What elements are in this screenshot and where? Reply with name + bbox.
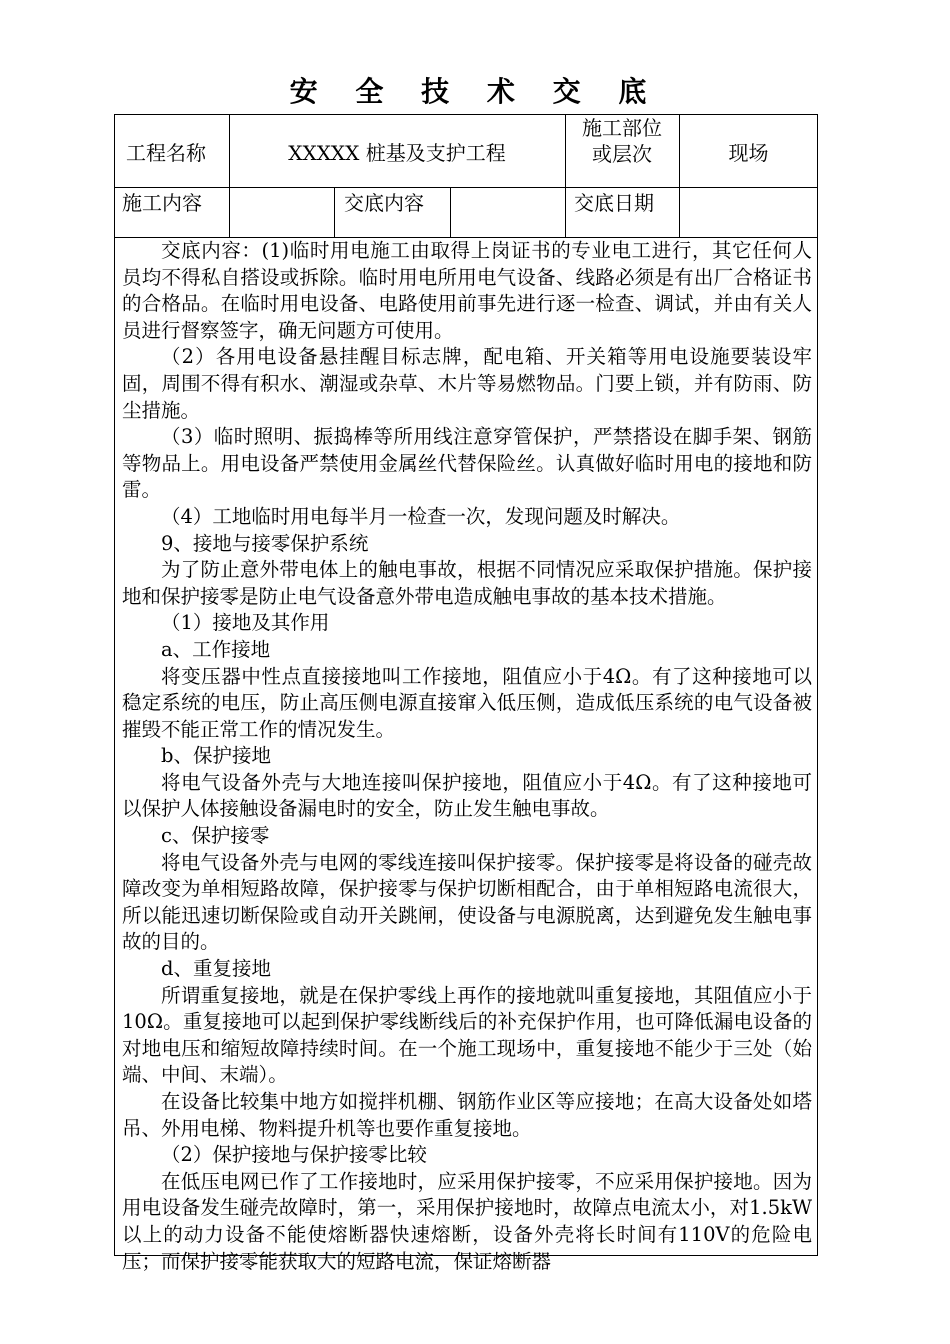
paragraph-15: 所谓重复接地，就是在保护零线上再作的接地就叫重复接地，其阻值应小于10Ω。重复接地可以起到保护零线断线后的补充保护作用，也可降低漏电设备的对地电压和缩短故障持续时间。在一个施工现场中，重复接地不能少于三处（始端、中间、末端）。 xyxy=(122,983,812,1087)
col-divider-b2 xyxy=(450,187,451,237)
subheading-2: （2）保护接地与保护接零比较 xyxy=(161,1143,427,1167)
location-value: 现场 xyxy=(728,141,769,165)
col-divider-a xyxy=(229,114,230,237)
construction-content-label: 施工内容 xyxy=(122,191,202,215)
row-divider-1 xyxy=(114,187,818,188)
disclosure-content-label: 交底内容 xyxy=(344,191,424,215)
paragraph-4: （4）工地临时用电每半月一检查一次，发现问题及时解决。 xyxy=(161,504,681,528)
paragraph-6: 为了防止意外带电体上的触电事故，根据不同情况应采取保护措施。保护接地和保护接零是防止电气设备意外带电造成触电事故的基本技术措施。 xyxy=(122,558,812,608)
paragraph-11: 将电气设备外壳与大地连接叫保护接地，阻值应小于4Ω。有了这种接地可以保护人体接触设备漏电时的安全，防止发生触电事故。 xyxy=(122,770,812,821)
section-heading-9: 9、接地与接零保护系统 xyxy=(161,531,369,555)
disclosure-date-label: 交底日期 xyxy=(574,191,654,215)
project-name-label: 工程名称 xyxy=(126,141,206,165)
paragraph-2: （2）各用电设备悬挂醒目标志牌，配电箱、开关箱等用电设施要装设牢固，周围不得有积水、潮湿或杂草、木片等易燃物品。门要上锁，并有防雨、防尘措施。 xyxy=(122,345,812,422)
paragraph-3: （3）临时照明、振捣棒等所用线注意穿管保护，严禁搭设在脚手架、钢筋等物品上。用电设备严禁使用金属丝代替保险丝。认真做好临时用电的接地和防雷。 xyxy=(122,425,812,502)
paragraph-1: 交底内容：(1)临时用电施工由取得上岗证书的专业电工进行，其它任何人员均不得私自搭设或拆除。临时用电所用电气设备、线路必须是有出厂合格证书的合格品。在临时用电设备、电路使用前事先进行逐一检查、调试，并由有关人员进行督察签字，确无问题方可使用。 xyxy=(122,239,812,342)
project-name-value: XXXXX 桩基及支护工程 xyxy=(288,141,506,165)
disclosure-body xyxy=(122,238,812,1275)
col-divider-d xyxy=(679,114,680,237)
document-title: 安 全 技 术 交 底 xyxy=(289,75,661,108)
col-divider-b1 xyxy=(334,187,335,237)
location-label-line2: 或层次 xyxy=(592,142,652,166)
paragraph-13: 将电气设备外壳与电网的零线连接叫保护接零。保护接零是将设备的碰壳故障改变为单相短路故障，保护接零与保护切断相配合，由于单相短路电流很大，所以能迅速切断保险或自动开关跳闸，使设备与电源脱离，达到避免发生触电事故的目的。 xyxy=(122,850,812,954)
item-heading-d: d、重复接地 xyxy=(161,957,271,981)
item-heading-a: a、工作接地 xyxy=(161,637,271,661)
paragraph-18: 在低压电网已作了工作接地时，应采用保护接零，不应采用保护接地。因为用电设备发生碰壳故障时，第一，采用保护接地时，故障点电流太小，对1.5kW以上的动力设备不能使熔断器快速熔断，设备外壳将长时间有110V的危险电压；而保护接零能获取大的短路电流，保证熔断器 xyxy=(122,1169,812,1273)
item-heading-c: c、保护接零 xyxy=(161,824,270,848)
paragraph-16: 在设备比较集中地方如搅拌机棚、钢筋作业区等应接地；在高大设备处如塔吊、外用电梯、物料提升机等也要作重复接地。 xyxy=(122,1090,812,1140)
item-heading-b: b、保护接地 xyxy=(161,744,271,768)
location-label-line1: 施工部位 xyxy=(582,116,662,140)
paragraph-9: 将变压器中性点直接接地叫工作接地，阻值应小于4Ω。有了这种接地可以稳定系统的电压，防止高压侧电源直接窜入低压侧，造成低压系统的电气设备被摧毁不能正常工作的情况发生。 xyxy=(122,664,812,741)
subheading-1: （1）接地及其作用 xyxy=(161,611,330,635)
